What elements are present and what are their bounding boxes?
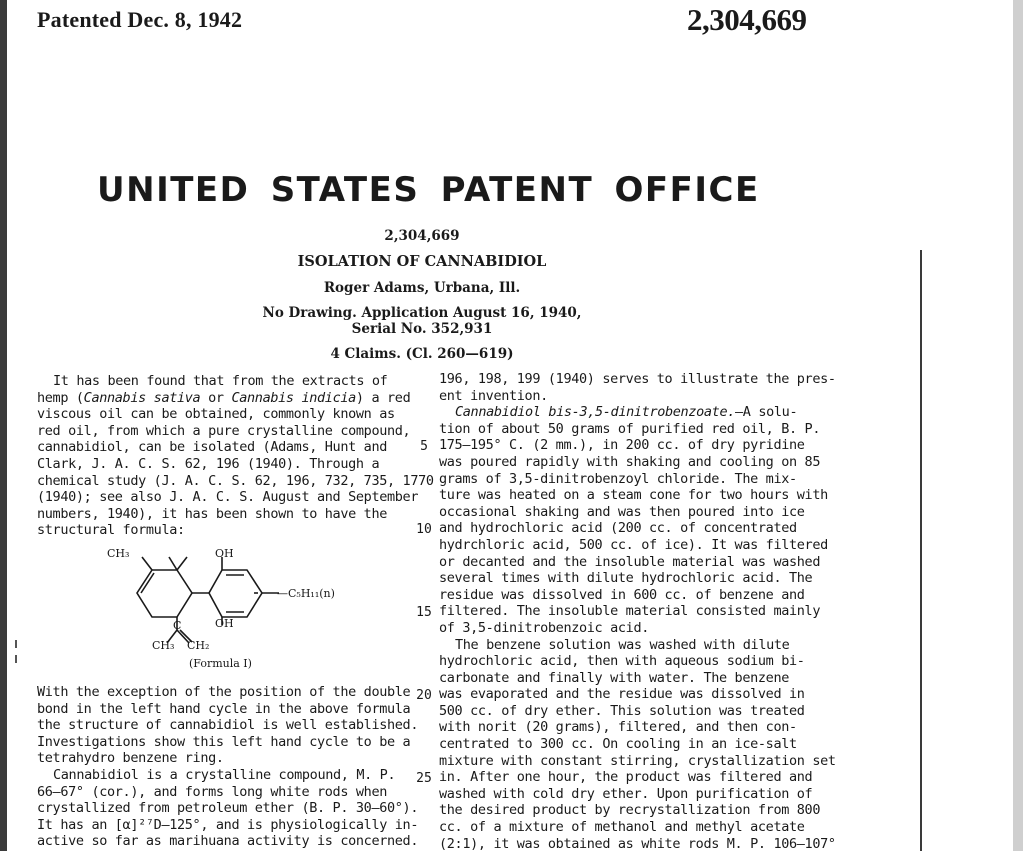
text-line: tion of about 50 grams of purified red oil, B. P.: [439, 420, 821, 437]
formula-oh-bottom: OH: [215, 617, 234, 630]
text-line: was evaporated and the residue was dissolved in: [439, 686, 805, 703]
scan-edge-line: [920, 250, 922, 851]
formula-diagram: [97, 545, 357, 655]
text-line: With the exception of the position of the double: [37, 684, 411, 700]
serial-number: Serial No. 352,931: [351, 321, 493, 337]
text-line: hydrchloric acid, 500 cc. of ice). It was filtered: [439, 536, 828, 553]
scan-mark: [15, 640, 17, 648]
text-line: active so far as marihuana activity is concerned.: [37, 833, 419, 850]
patent-number-header: 2,304,669: [687, 2, 807, 37]
patent-number: 2,304,669: [384, 228, 460, 244]
line-number: 20: [416, 688, 432, 703]
text-line: bond in the left hand cycle in the above formula: [37, 700, 411, 717]
text-line: numbers, 1940), it has been shown to have the: [37, 505, 387, 522]
text-line: hemp (Cannabis sativa or Cannabis indicia) a red: [37, 389, 411, 406]
text-line: structural formula:: [37, 522, 185, 539]
text-line: the structure of cannabidiol is well established.: [37, 717, 419, 734]
text-line: grams of 3,5-dinitrobenzoyl chloride. The mix-: [439, 470, 797, 487]
text-line: Clark, J. A. C. S. 62, 196 (1940). Through a: [37, 455, 380, 472]
scan-mark: [15, 655, 17, 663]
text-line: and hydrochloric acid (200 cc. of concentrated: [439, 520, 797, 537]
text-line: 175–195° C. (2 mm.), in 200 cc. of dry pyridine: [439, 437, 805, 454]
text-line: ent invention.: [439, 387, 548, 404]
text-line: or decanted and the insoluble material was washed: [439, 553, 821, 570]
text-line: red oil, from which a pure crystalline compound,: [37, 422, 411, 439]
line-number: 25: [416, 771, 432, 786]
text-line: residue was dissolved in 600 cc. of benzene and: [439, 586, 805, 603]
formula-side-chain: —C₅H₁₁(n): [277, 587, 335, 600]
text-line: hydrochloric acid, then with aqueous sodium bi-: [439, 653, 805, 670]
line-number: 10: [416, 522, 432, 537]
text-line: (1940); see also J. A. C. S. August and September: [37, 489, 419, 506]
text-line: in. After one hour, the product was filtered and: [439, 769, 813, 786]
right-column: [439, 371, 836, 851]
text-line: with norit (20 grams), filtered, and then con-: [439, 719, 797, 736]
line-number: 5: [420, 439, 428, 454]
text-line: several times with dilute hydrochloric acid. The: [439, 570, 813, 587]
text-line: centrated to 300 cc. On cooling in an ice-salt: [439, 736, 797, 753]
inventor: Roger Adams, Urbana, Ill.: [323, 280, 521, 296]
patent-page: [7, 0, 1013, 851]
text-line: Cannabidiol is a crystalline compound, M. P.: [53, 766, 396, 783]
invention-title: ISOLATION OF CANNABIDIOL: [297, 253, 547, 270]
text-line: The benzene solution was washed with dilute: [455, 636, 790, 653]
text-line: cannabidiol, can be isolated (Adams, Hunt and: [37, 439, 387, 456]
text-line: filtered. The insoluble material consisted mainly: [439, 603, 821, 620]
text-line: mixture with constant stirring, crystallization set: [439, 752, 836, 769]
text-line: Cannabidiol bis-3,5-dinitrobenzoate.—A solu-: [455, 404, 798, 421]
text-line: Investigations show this left hand cycle to be a: [37, 733, 411, 750]
office-title: UNITED STATES PATENT OFFICE: [97, 170, 760, 210]
text-line: of 3,5-dinitrobenzoic acid.: [439, 619, 649, 636]
text-line: 66–67° (cor.), and forms long white rods when: [37, 783, 387, 800]
text-line: tetrahydro benzene ring.: [37, 750, 224, 767]
text-line: 196, 198, 199 (1940) serves to illustrate the pres-: [439, 371, 836, 387]
text-line: 500 cc. of dry ether. This solution was treated: [439, 702, 805, 719]
formula-c: C: [173, 619, 182, 632]
text-line: crystallized from petroleum ether (B. P. 30–60°).: [37, 800, 419, 817]
line-number: 15: [416, 605, 432, 620]
text-line: chemical study (J. A. C. S. 62, 196, 732, 735, 1770: [37, 472, 434, 489]
text-line: ture was heated on a steam cone for two hours with: [439, 487, 828, 504]
application-date: No Drawing. Application August 16, 1940,: [262, 305, 582, 321]
text-line: It has been found that from the extracts of: [53, 373, 388, 389]
text-line: washed with cold dry ether. Upon purification of: [439, 785, 813, 802]
formula-ch2-right: CH₂: [187, 639, 210, 652]
structural-formula: [97, 545, 357, 675]
text-line: cc. of a mixture of methanol and methyl acetate: [439, 819, 805, 836]
text-line: the desired product by recrystallization from 800: [439, 802, 821, 819]
text-line: It has an [α]²⁷D–125°, and is physiologically in-: [37, 816, 419, 833]
text-line: occasional shaking and was then poured into ice: [439, 503, 805, 520]
text-line: viscous oil can be obtained, commonly known as: [37, 406, 395, 423]
claims-classification: 4 Claims. (Cl. 260—619): [330, 346, 514, 362]
formula-ch3-left: CH₃: [152, 639, 175, 652]
formula-oh-top: OH: [215, 547, 234, 560]
text-line: carbonate and finally with water. The benzene: [439, 669, 789, 686]
text-line: was poured rapidly with shaking and cooling on 85: [439, 453, 821, 470]
text-line: (2:1), it was obtained as white rods M. P. 106–107°: [439, 835, 836, 851]
left-column-bottom: [37, 684, 419, 850]
formula-caption: (Formula I): [189, 657, 252, 670]
patented-date: Patented Dec. 8, 1942: [37, 7, 243, 32]
formula-ch3-top: CH₃: [107, 547, 130, 560]
